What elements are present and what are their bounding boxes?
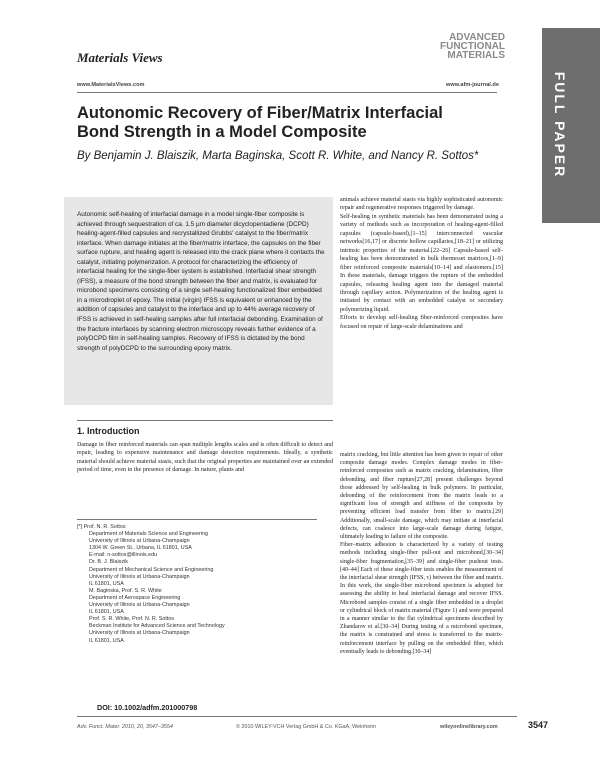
affiliation-line: University of Illinois at Urbana-Champaign [89,630,190,637]
full-paper-tab [542,28,600,223]
article-authors: By Benjamin J. Blaiszik, Marta Baginska, Scott R. White, and Nancy R. Sottos* [77,150,479,162]
full-paper-label: FULL PAPER [552,71,568,179]
affiliation-line: Beckman Institute for Advanced Science and Technology [89,623,225,630]
section-rule [77,420,333,421]
affiliations [77,519,317,645]
affiliation-line: M. Baginska, Prof. S. R. White [89,587,162,594]
affiliation-line: University of Illinois at Urbana-Champaign [89,538,190,545]
header-rule [77,92,497,93]
afm-logo [440,33,505,60]
affiliation-line: Prof. S. R. White, Prof. N. R. Sottos [89,616,175,623]
materials-views-logo [77,52,163,64]
doi[interactable]: DOI: 10.1002/adfm.201000798 [97,703,198,712]
materials-views-logo-text: Materials Views [77,50,163,65]
afm-logo-line-3: MATERIALS [447,50,505,61]
footer-citation: Adv. Funct. Mater. 2010, 20, 3547–3554 [77,724,173,730]
footer-url[interactable]: wileyonlinelibrary.com [440,724,498,730]
affiliation-line: [*] Prof. N. R. Sottos [77,524,126,530]
afm-logo-line-2: FUNCTIONAL [440,41,505,52]
intro-left-text: Damage in fiber reinforced materials can span multiple lengths scales and is often difficult to detect and repair, leading to expensive maintenance and damage detection requirements. Ideally, a synthetic material should achieve material stasis, such that the original properties are maintained over an extended period of time, even in the presence of damage. In nature, plants and [77,442,333,474]
section-heading: 1. Introduction [77,426,140,436]
materials-views-url[interactable]: www.MaterialsViews.com [77,82,145,88]
affiliation-line: Dr. B. J. Blaiszik [89,559,128,566]
right-column-bottom-text: matrix cracking, but little attention has been given to repair of other composite damage modes. Complex damage modes in fiber-reinforced composites such as matrix cracking, delamination, fiber debonding, and fiber rupture[27,28] present challenges beyond those addressed by self-healing in bulk polymers. In particular, debonding of the reinforcement from the matrix leads to a significant loss of strength and stiffness of the composite by preventing efficient load transfer from fiber to matrix.[29] Additionally, small-scale damage, which may initiate at interfacial defects, can coalesce into large-scale damage during fatigue, ultimately leading to failure of the composite. Fiber–matrix adhesion is characterized by a variety of testing methods including single-fiber pull-out and microbond,[30–34] single-fiber fragmentation,[35–39] and single-fiber pushout tests.[40–44] Each of these single-fiber tests enables the measurement of the interfacial shear strength (IFSS, τ) between the fiber and matrix. In this work, the single-fiber microbond specimen is adopted for assessing the ability to heal interfacial damage and recover IFSS. Microbond samples consist of a single fiber embedded in a droplet or cylindrical block of matrix material (Figure 1) and were prepared in a manner similar to the flat cylindrical specimens described by Zhandarov et al.[30–34] During testing of a microbond specimen, the matrix is constrained and stress is transferred to the matrix-reinforcement interface by pulling on the embedded fiber, which eventually leads to debonding.[30–34] [340,452,503,655]
affiliation-line: Department of Mechanical Science and Engineering [89,566,214,573]
affiliation-line: University of Illinois at Urbana-Champaign [89,573,190,580]
affiliation-line: IL 61801, USA [89,637,124,644]
affiliation-email[interactable]: E-mail: n-sottos@illinois.edu [89,552,158,559]
affiliation-line: IL 61801, USA [89,580,124,587]
article-title: Autonomic Recovery of Fiber/Matrix Interfacial Bond Strength in a Model Composite [77,104,443,141]
page-number: 3547 [528,720,549,730]
affiliation-line: 1304 W. Green St., Urbana, IL 61801, USA [89,545,192,552]
affiliation-line: Department of Materials Science and Engineering [89,531,208,538]
affiliation-line: Department of Aerospace Engineering [89,594,181,601]
affiliation-line: IL 61801, USA [89,609,124,616]
abstract-text: Autonomic self-healing of interfacial damage in a model single-fiber composite is achieved through sequestration of ca. 1.5 µm diameter dicyclopentadiene (DCPD) healing-agent-filled capsules and recrystallized Grubbs' catalyst to the fiber/matrix interface. When damage initiates at the fiber/matrix interface, the capsules on the fiber surface rupture, and healing agent is released into the crack plane where it contacts the catalyst, initiating polymerization. A protocol for characterizing the efficiency of interfacial healing for the single-fiber system is established. Interfacial shear strength (IFSS), a measure of the bond strength between the fiber and matrix, is evaluated for microbond specimens consisting of a single self-healing functionalized fiber embedded in a microdroplet of epoxy. The initial (virgin) IFSS is equivalent or enhanced by the addition of capsules and catalyst to the interface and up to 44% average recovery of IFSS is achieved in self-healing samples after full interfacial debonding. Examination of the fracture interfaces by scanning electron microscopy reveals further evidence of a polyDCPD film in self-healing samples. Recovery of IFSS is dictated by the bond strength of polyDCPD to the surrounding epoxy matrix. [77,211,325,352]
afm-logo-line-1: ADVANCED [449,32,505,43]
footer-copyright: © 2010 WILEY-VCH Verlag GmbH & Co. KGaA, Weinheim [236,724,376,730]
affiliation-line: University of Illinois at Urbana-Champaign [89,602,190,609]
right-column-top-text: animals achieve material stasis via highly sophisticated autonomic repair and regenerative responses triggered by damage. Self-healing in synthetic materials has been demonstrated using a variety of methods such as incorporation of healing-agent-filled capsules (capsule-based),[1–15] interconnected vascular networks[16,17] or discrete hollow capillaries,[18–21] or utilizing intrinsic properties of the material.[22–26] Capsule-based self-healing has been demonstrated in bulk thermoset matrices,[1–9] fiber reinforced composite materials[10–14] and elastomers.[15] In these materials, damage triggers the rupture of the embedded capsules, releasing healing agent into the damaged material through capillary action. Polymerization of the healing agent is initiated by contact with an embedded catalyst or secondary polymerizing liquid. Efforts to develop self-healing fiber-reinforced composites have focused on repair of large-scale delaminations and [340,197,503,330]
afm-url[interactable]: www.afm-journal.de [446,82,499,88]
footer-rule [77,716,517,717]
